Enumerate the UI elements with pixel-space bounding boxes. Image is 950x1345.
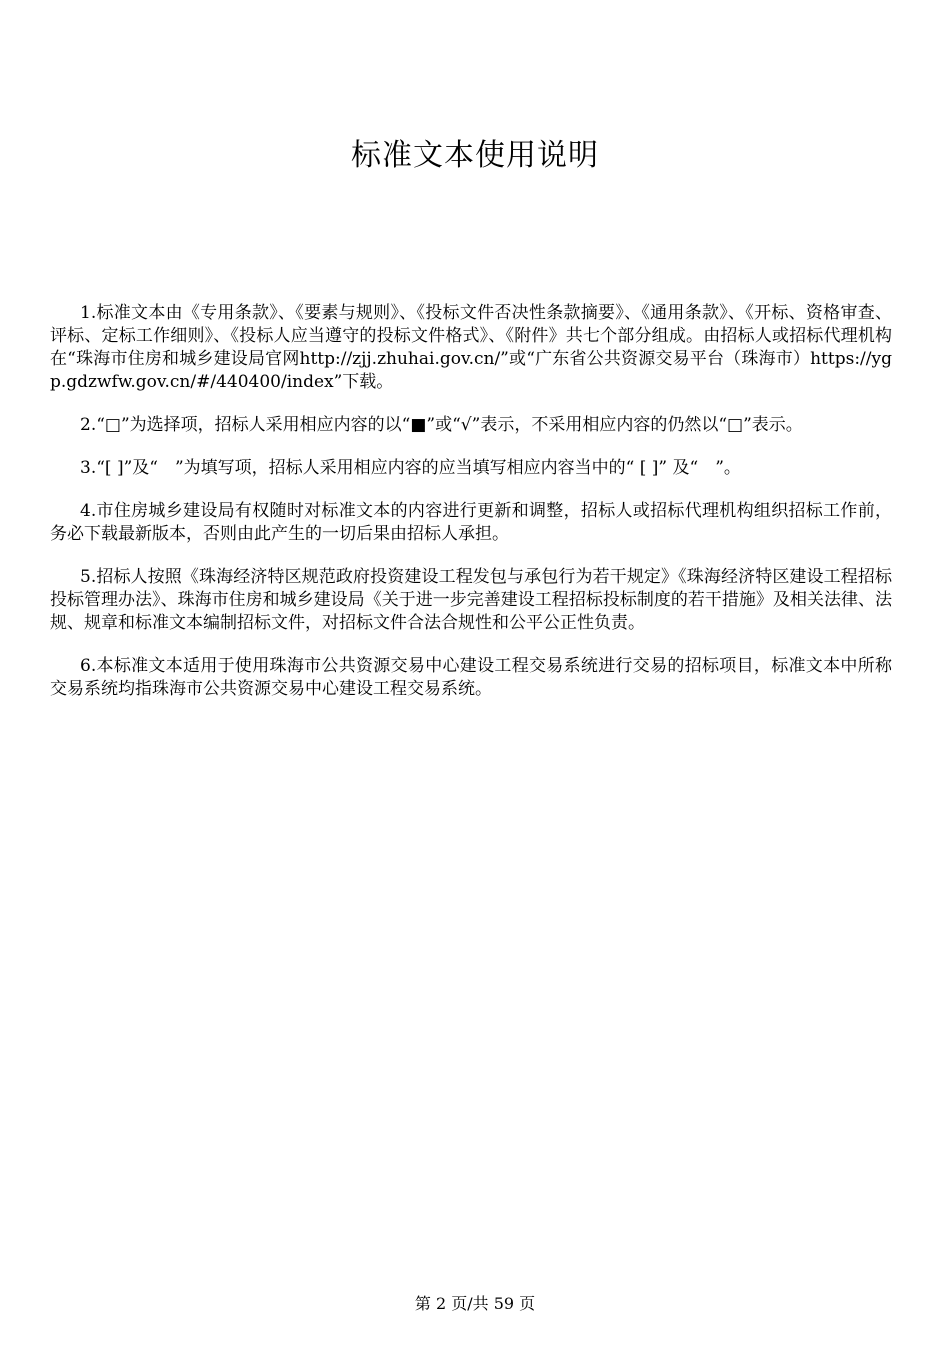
paragraph-1: 1.标准文本由《专用条款》、《要素与规则》、《投标文件否决性条款摘要》、《通用条款》、《开标、资格审查、评标、定标工作细则》、《投标人应当遵守的投标文件格式》、《附件》共七个部分组成。由招标人或招标代理机构在“珠海市住房和城乡建设局官网http://zjj.zhuhai.gov.cn/”或“广东省公共资源交易平台（珠海市）https://ygp.gdzwfw.gov.cn/#/440400/index”下载。	[50, 303, 892, 392]
paragraph-2: 2.“□”为选择项，招标人采用相应内容的以“■”或“√”表示，不采用相应内容的仍然以“□”表示。	[80, 415, 803, 435]
document-body	[50, 302, 892, 721]
paragraph-6: 6.本标准文本适用于使用珠海市公共资源交易中心建设工程交易系统进行交易的招标项目，标准文本中所称交易系统均指珠海市公共资源交易中心建设工程交易系统。	[50, 656, 892, 699]
paragraph-4: 4.市住房城乡建设局有权随时对标准文本的内容进行更新和调整，招标人或招标代理机构组织招标工作前，务必下载最新版本，否则由此产生的一切后果由招标人承担。	[50, 501, 892, 544]
paragraph-5: 5.招标人按照《珠海经济特区规范政府投资建设工程发包与承包行为若干规定》《珠海经济特区建设工程招标投标管理办法》、珠海市住房和城乡建设局《关于进一步完善建设工程招标投标制度的若干措施》及相关法律、法规、规章和标准文本编制招标文件，对招标文件合法合规性和公平公正性负责。	[50, 567, 892, 633]
paragraph-3: 3.“[ ]”及“ ”为填写项，招标人采用相应内容的应当填写相应内容当中的“ [ ]” 及“ ”。	[80, 458, 741, 478]
page-title: 标准文本使用说明	[351, 138, 599, 173]
page-number-footer: 第 2 页/共 59 页	[414, 1294, 536, 1313]
